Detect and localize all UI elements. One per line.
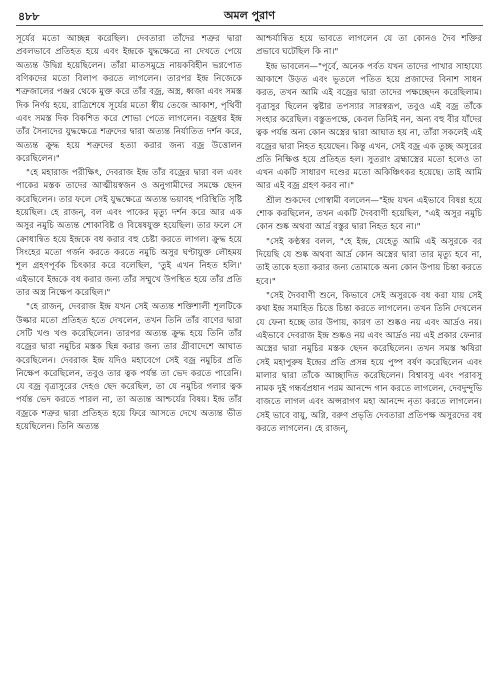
running-title: অমল পুরাণ [223,9,276,22]
paragraph: ইন্দ্র ভাবলেন—"পূর্বে, অনেক পর্বত যখন তাদের পাখার সাহায্যে আকাশে উড়ত এবং ভূতলে পতিত হয়ে প্রজাদের বিনাশ সাধন করত, তখন আমি এই বজ্রের দ্বারা তাদের পক্ষচ্ছেদন করেছিলাম। বৃত্রাসুর ছিলেন ত্বষ্টার তপস্যার সারস্বরূপ, তবুও এই বজ্র তাঁকে সংহার করেছিল। বস্তুতপক্ষে, কেবল তিনিই নন, অন্য বহু বীর যাঁদের ত্বক পর্যন্ত অন্য কোন অস্ত্রের দ্বারা আঘাত হয় না, তাঁরা সকলেই এই বজ্রের দ্বারা নিহত হয়েছেন। কিন্তু এখন, সেই বজ্র এক তুচ্ছ অসুরের প্রতি নিক্ষিপ্ত হয়ে প্রতিহত হল। সুতরাং ব্রহ্মাস্ত্রের মতো হলেও তা এখন একটি সাধারণ দণ্ডের মতো অকিঞ্চিৎকর হয়েছে। তাই আমি আর এই বজ্র গ্রহণ করব না।" [256,61,482,192]
paragraph: "হে রাজন্, দেবরাজ ইন্দ্র যখন সেই অত্যন্ত শক্তিশালী শূলটিকে উল্কার মতো প্রতিহত হতে দেখলেন, তখন তিনি তাঁর বাণের দ্বারা সেটি খণ্ড খণ্ড করেছিলেন। তারপর অত্যন্ত ক্রুদ্ধ হয়ে তিনি তাঁর বজ্রের দ্বারা নমুচির মস্তক ছিন্ন করার জন্য তার গ্রীবাদেশে আঘাত করেছিলেন। দেবরাজ ইন্দ্র যদিও মহাবেগে সেই বজ্র নমুচির প্রতি নিক্ষেপ করেছিলেন, তবুও তার ত্বক পর্যন্ত তা ভেদ করতে পারেনি। যে বজ্র বৃত্রাসুরের দেহও ছেদ করেছিল, তা যে নমুচির গলার ত্বক পর্যন্ত ভেদ করতে পারল না, তা অত্যন্ত আশ্চর্যের বিষয়। ইন্দ্র তাঁর বজ্রকে শত্রুর দ্বারা প্রতিহত হয়ে ফিরে আসতে দেখে অত্যন্ত ভীত হয়েছিলেন। তিনি অত্যন্ত [16,302,242,433]
paragraph: সূর্যের মতো আচ্ছন্ন করেছিল। দেবতারা তাঁদের শত্রুর দ্বারা প্রবলভাবে প্রতিহত হয়ে এবং ইন্দ্রকে যুদ্ধক্ষেত্রে না দেখতে পেয়ে অত্যন্ত উদ্বিগ্ন হয়েছিলেন। তাঁরা মাতসমুদ্রে নায়কবিহীন ভগ্নপোত বণিকদের মতো বিলাপ করতে লাগলেন। তারপর ইন্দ্র নিজেকে শত্রুজালের পঞ্জর থেকে মুক্ত করে তাঁর বজ্র, অস্ত্র, ধ্বজা এবং সমস্ত দিক নির্ণয় হয়ে, রাত্রিশেষে সূর্যের মতো স্বীয় তেজে আকাশ, পৃথিবী এবং সমস্ত দিক বিকশিত করে শোভা পেতে লাগলেন। বজ্রধর ইন্দ্র তাঁর সৈন্যদের যুদ্ধক্ষেত্রে শত্রুদের দ্বারা অত্যন্ত নির্যাতিত দর্শন করে, অত্যন্ত ক্রুদ্ধ হয়ে শত্রুদের হত্যা করার জন্য বজ্র উত্তোলন করেছিলেন।" [16,34,242,164]
paragraph: আশ্চর্যান্বিত হয়ে ভাবতে লাগলেন যে তা কোনও দৈব শক্তির প্রভাবে ঘটেছিল কি না।" [256,34,482,58]
right-text-column [256,33,482,437]
paragraph: "হে মহারাজ পরীক্ষিৎ, দেবরাজ ইন্দ্র তাঁর বজ্রের দ্বারা বল এবং পাকের মস্তক তাদের আত্মীয়স্বজন ও অনুগামীদের সমক্ষে ছেদন করেছিলেন। তার ফলে সেই যুদ্ধক্ষেত্রে অত্যন্ত ভয়াবহ পরিস্থিতি সৃষ্টি হয়েছিল। হে রাজন্, বল এবং পাকের মৃত্যু দর্শন করে আর এক অসুর নমুচি অত্যন্ত শোকাবিষ্ট ও বিষেষযুক্ত হয়েছিল। তার ফলে সে ক্রোধান্বিত হয়ে ইন্দ্রকে বধ করার বহু চেষ্টা করতে লাগল। ক্রুদ্ধ হয়ে সিংহের মতো গর্জন করতে করতে নমুচি অসুর ঘণ্টাযুক্ত লৌহময় শূল গ্রহণপূর্বক চিৎকার করে বলেছিল, 'তুই এখন নিহত হলি।' এইভাবে ইন্দ্রকে বধ করার জন্য তাঁর সম্মুখে উপস্থিত হয়ে তাঁর প্রতি তার অস্ত্র নিক্ষেপ করেছিল।" [16,168,242,298]
left-text-column [16,33,242,435]
paragraph: শ্রীল শুকদেব গোস্বামী বললেন—"ইন্দ্র যখন এইভাবে বিষণ্ণ হয়ে শোক করছিলেন, তখন একটি দৈববাণী হয়েছিল, "এই অসুর নমুচি কোন শুষ্ক অথবা আর্দ্র বস্তুর দ্বারা নিহত হবে না।" [256,195,482,233]
page-number: ৪৮৮ [18,10,40,23]
paragraph: "সেই দৈববাণী শুনে, কিভাবে সেই অসুরকে বধ করা যায় সেই কথা ইন্দ্র সমাহিত চিত্তে চিন্তা করতে লাগলেন। তখন তিনি দেখলেন যে ফেনা হচ্ছে তার উপায়, কারণ তা শুষ্কও নয় এবং আর্দ্রও নয়। এইভাবে দেবরাজ ইন্দ্র শুষ্কও নয় এবং আর্দ্রও নয় এই প্রকার ফেনার অস্ত্রের দ্বারা নমুচির মস্তক ছেদন করেছিলেন। তখন সমস্ত ঋষিরা সেই মহাপুরুষ ইন্দ্রের প্রতি প্রসন্ন হয়ে পুষ্প বর্ষণ করেছিলেন এবং মালার দ্বারা তাঁকে আচ্ছাদিত করেছিলেন। বিশ্বাবসু এবং পরাবসু নামক দুই গন্ধর্বপ্রধান পরম আনন্দে গান করতে লাগলেন, দেবদুন্দুভি বাজতে লাগল এবং অপ্সরাগণ মহা আনন্দে নৃত্য করতে লাগলেন। সেই ভাবে বায়ু, অগ্নি, বরুণ প্রভৃতি দেবতারা প্রতিপক্ষ অসুরদের বধ করতে লাগলেন। হে রাজন্, [256,290,482,435]
header-divider [16,25,483,26]
paragraph: "সেই কণ্ঠস্বর বলল, "হে ইন্দ্র, যেহেতু আমি এই অসুরকে বর দিয়েছি যে শুষ্ক অথবা আর্দ্র কোন অস্ত্রের দ্বারা তার মৃত্যু হবে না, তাই তাকে হত্যা করার জন্য তোমাকে অন্য কোন উপায় চিন্তা করতে হবে।" [256,236,482,287]
